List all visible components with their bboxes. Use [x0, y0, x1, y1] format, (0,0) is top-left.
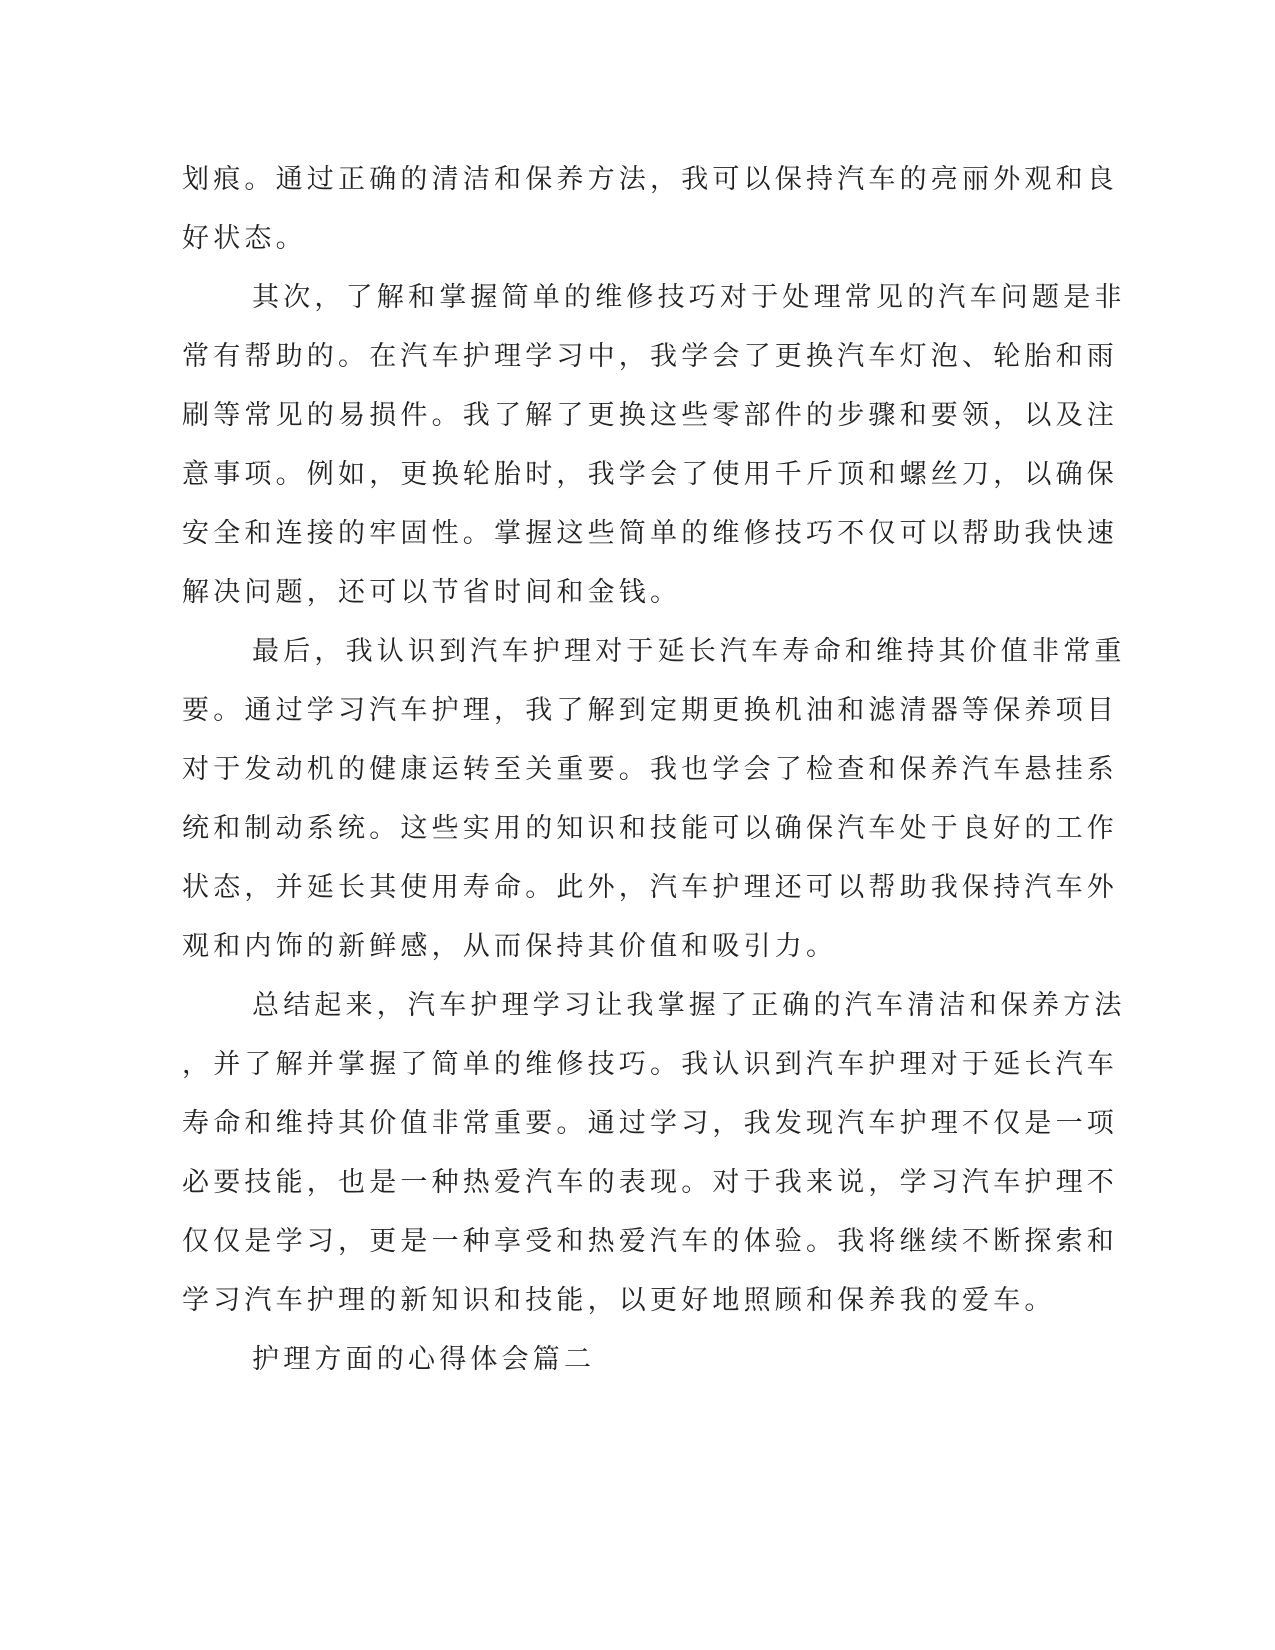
- text-line: 学习汽车护理的新知识和技能，以更好地照顾和保养我的爱车。: [182, 1285, 1056, 1316]
- section-heading: 护理方面的心得体会篇二: [252, 1344, 596, 1375]
- text-line: 状态，并延长其使用寿命。此外，汽车护理还可以帮助我保持汽车外: [182, 872, 1118, 903]
- paragraph-start-line: 其次，了解和掌握简单的维修技巧对于处理常见的汽车问题是非: [252, 282, 1126, 313]
- paragraph-start-line: 最后，我认识到汽车护理对于延长汽车寿命和维持其价值非常重: [252, 636, 1126, 667]
- text-line: 统和制动系统。这些实用的知识和技能可以确保汽车处于良好的工作: [182, 813, 1118, 844]
- text-line: 安全和连接的牢固性。掌握这些简单的维修技巧不仅可以帮助我快速: [182, 518, 1118, 549]
- text-line: 必要技能，也是一种热爱汽车的表现。对于我来说，学习汽车护理不: [182, 1167, 1118, 1198]
- text-line: ，并了解并掌握了简单的维修技巧。我认识到汽车护理对于延长汽车: [182, 1049, 1118, 1080]
- text-line: 刷等常见的易损件。我了解了更换这些零部件的步骤和要领，以及注: [182, 400, 1118, 431]
- text-line: 解决问题，还可以节省时间和金钱。: [182, 577, 682, 608]
- text-line: 要。通过学习汽车护理，我了解到定期更换机油和滤清器等保养项目: [182, 695, 1118, 726]
- text-line: 仅仅是学习，更是一种享受和热爱汽车的体验。我将继续不断探索和: [182, 1226, 1118, 1257]
- text-line: 观和内饰的新鲜感，从而保持其价值和吸引力。: [182, 931, 838, 962]
- text-line: 划痕。通过正确的清洁和保养方法，我可以保持汽车的亮丽外观和良: [182, 164, 1118, 195]
- text-line: 好状态。: [182, 223, 307, 254]
- text-line: 常有帮助的。在汽车护理学习中，我学会了更换汽车灯泡、轮胎和雨: [182, 341, 1118, 372]
- text-line: 寿命和维持其价值非常重要。通过学习，我发现汽车护理不仅是一项: [182, 1108, 1118, 1139]
- text-line: 意事项。例如，更换轮胎时，我学会了使用千斤顶和螺丝刀，以确保: [182, 459, 1118, 490]
- paragraph-start-line: 总结起来，汽车护理学习让我掌握了正确的汽车清洁和保养方法: [252, 990, 1126, 1021]
- text-line: 对于发动机的健康运转至关重要。我也学会了检查和保养汽车悬挂系: [182, 754, 1118, 785]
